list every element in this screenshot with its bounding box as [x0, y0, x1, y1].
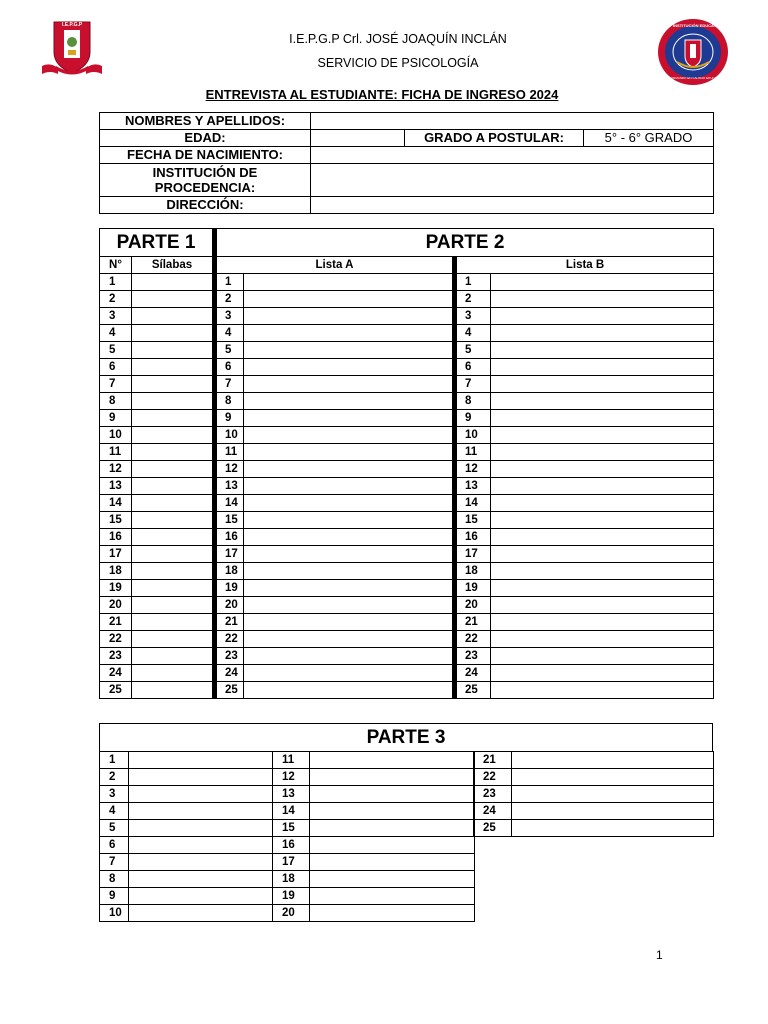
table-row [100, 905, 475, 922]
service-name: SERVICIO DE PSICOLOGÍA [317, 56, 479, 70]
table-row [100, 410, 714, 427]
syllables-cell[interactable] [132, 427, 215, 444]
part-3-cell[interactable] [129, 803, 273, 820]
list-a-number: 1 [215, 274, 244, 291]
list-b-number: 6 [455, 359, 491, 376]
row-number: 13 [100, 478, 132, 495]
list-b-cell[interactable] [491, 291, 714, 308]
part-3-cell[interactable] [512, 786, 714, 803]
syllables-cell[interactable] [132, 359, 215, 376]
part-3-cell[interactable] [310, 803, 475, 820]
part-3-number: 25 [474, 820, 512, 837]
row-number: 19 [100, 580, 132, 597]
list-b-cell[interactable] [491, 393, 714, 410]
list-a-number: 5 [215, 342, 244, 359]
part-3-number: 8 [100, 871, 129, 888]
part-3-cell[interactable] [310, 786, 475, 803]
list-a-cell[interactable] [244, 291, 455, 308]
list-a-number: 11 [215, 444, 244, 461]
part-3-cell[interactable] [129, 854, 273, 871]
syllables-column-header: Sílabas [132, 257, 215, 274]
list-b-number: 5 [455, 342, 491, 359]
list-a-cell[interactable] [244, 665, 455, 682]
list-a-cell[interactable] [244, 580, 455, 597]
table-row [100, 546, 714, 563]
list-a-number: 10 [215, 427, 244, 444]
list-a-cell[interactable] [244, 631, 455, 648]
birth-date-field[interactable] [311, 147, 714, 164]
syllables-cell[interactable] [132, 291, 215, 308]
part-3-cell[interactable] [129, 752, 273, 769]
syllables-cell[interactable] [132, 563, 215, 580]
part-3-cell[interactable] [129, 888, 273, 905]
table-row [100, 495, 714, 512]
list-a-number: 24 [215, 665, 244, 682]
row-number: 17 [100, 546, 132, 563]
list-a-cell[interactable] [244, 563, 455, 580]
list-a-cell[interactable] [244, 427, 455, 444]
table-row [474, 786, 714, 803]
list-a-cell[interactable] [244, 512, 455, 529]
part-3-cell[interactable] [512, 803, 714, 820]
list-b-number: 9 [455, 410, 491, 427]
part-3-number: 17 [273, 854, 310, 871]
list-b-cell[interactable] [491, 580, 714, 597]
row-number: 18 [100, 563, 132, 580]
list-b-number: 8 [455, 393, 491, 410]
list-b-number: 11 [455, 444, 491, 461]
list-a-number: 13 [215, 478, 244, 495]
row-number: 6 [100, 359, 132, 376]
part-3-number: 3 [100, 786, 129, 803]
list-a-cell[interactable] [244, 410, 455, 427]
row-number: 7 [100, 376, 132, 393]
syllables-cell[interactable] [132, 376, 215, 393]
table-row [100, 291, 714, 308]
grade-value: 5° - 6° GRADO [584, 130, 714, 147]
list-a-cell[interactable] [244, 274, 455, 291]
list-b-cell[interactable] [491, 308, 714, 325]
list-a-number: 23 [215, 648, 244, 665]
row-number: 4 [100, 325, 132, 342]
age-field[interactable] [311, 130, 405, 147]
table-row [474, 803, 714, 820]
list-b-column-header: Lista B [455, 257, 714, 274]
table-row [474, 752, 714, 769]
row-number: 15 [100, 512, 132, 529]
part-3-cell[interactable] [310, 888, 475, 905]
list-b-number: 13 [455, 478, 491, 495]
list-b-cell[interactable] [491, 359, 714, 376]
syllables-cell[interactable] [132, 597, 215, 614]
list-b-cell[interactable] [491, 325, 714, 342]
syllables-cell[interactable] [132, 529, 215, 546]
table-row [100, 563, 714, 580]
institution-label [100, 164, 311, 197]
shield-logo-text: I.E.P.G.P [62, 22, 83, 28]
list-a-cell[interactable] [244, 478, 455, 495]
table-row [100, 461, 714, 478]
list-a-number: 17 [215, 546, 244, 563]
syllables-cell[interactable] [132, 546, 215, 563]
syllables-cell[interactable] [132, 648, 215, 665]
list-b-cell[interactable] [491, 665, 714, 682]
list-b-number: 23 [455, 648, 491, 665]
list-a-number: 14 [215, 495, 244, 512]
list-a-number: 9 [215, 410, 244, 427]
institution-label-line2: PROCEDENCIA: [154, 180, 256, 195]
student-info-table [99, 112, 714, 214]
table-row [100, 274, 714, 291]
part-3-title: PARTE 3 [100, 724, 713, 752]
part-3-table [99, 723, 713, 752]
part-3-number: 23 [474, 786, 512, 803]
syllables-cell[interactable] [132, 614, 215, 631]
list-a-cell[interactable] [244, 597, 455, 614]
table-row [100, 614, 714, 631]
names-field[interactable] [311, 113, 714, 130]
list-b-cell[interactable] [491, 682, 714, 699]
part-3-cell[interactable] [310, 769, 475, 786]
list-b-number: 19 [455, 580, 491, 597]
list-a-number: 16 [215, 529, 244, 546]
birth-date-label: FECHA DE NACIMIENTO: [100, 147, 311, 164]
list-a-number: 3 [215, 308, 244, 325]
list-b-cell[interactable] [491, 342, 714, 359]
row-number: 12 [100, 461, 132, 478]
row-number: 22 [100, 631, 132, 648]
list-b-number: 17 [455, 546, 491, 563]
part-3-number: 7 [100, 854, 129, 871]
part-3-number: 13 [273, 786, 310, 803]
part-3-number: 15 [273, 820, 310, 837]
parts-1-2-table [99, 228, 714, 699]
table-row [100, 478, 714, 495]
syllables-cell[interactable] [132, 342, 215, 359]
grade-label: GRADO A POSTULAR: [405, 130, 584, 147]
list-b-cell[interactable] [491, 512, 714, 529]
part-3-number: 19 [273, 888, 310, 905]
row-number: 9 [100, 410, 132, 427]
part-3-cell[interactable] [129, 871, 273, 888]
row-number: 25 [100, 682, 132, 699]
table-row [100, 359, 714, 376]
list-b-cell[interactable] [491, 529, 714, 546]
address-label: DIRECCIÓN: [100, 197, 311, 214]
table-row [100, 871, 475, 888]
names-label: NOMBRES Y APELLIDOS: [100, 113, 311, 130]
list-a-cell[interactable] [244, 546, 455, 563]
part-3-number: 11 [273, 752, 310, 769]
list-b-number: 2 [455, 291, 491, 308]
syllables-cell[interactable] [132, 495, 215, 512]
seal-bottom-text: FORMANDO EN CALIDAD EDUCATIVA [669, 76, 723, 80]
school-shield-logo [40, 16, 104, 78]
list-a-cell[interactable] [244, 325, 455, 342]
table-row [100, 512, 714, 529]
table-row [100, 837, 475, 854]
part-3-column-3 [473, 751, 714, 837]
table-row [100, 427, 714, 444]
syllables-cell[interactable] [132, 444, 215, 461]
table-row [100, 342, 714, 359]
list-b-cell[interactable] [491, 546, 714, 563]
table-row [100, 580, 714, 597]
row-number: 20 [100, 597, 132, 614]
row-number: 11 [100, 444, 132, 461]
list-a-number: 21 [215, 614, 244, 631]
part-3-cell[interactable] [129, 837, 273, 854]
part-3-number: 12 [273, 769, 310, 786]
part-2-title: PARTE 2 [215, 229, 714, 257]
list-a-cell[interactable] [244, 342, 455, 359]
list-b-number: 1 [455, 274, 491, 291]
list-b-number: 3 [455, 308, 491, 325]
part-3-number: 10 [100, 905, 129, 922]
part-3-number: 14 [273, 803, 310, 820]
list-b-number: 21 [455, 614, 491, 631]
list-a-cell[interactable] [244, 376, 455, 393]
part-3-number: 22 [474, 769, 512, 786]
syllables-cell[interactable] [132, 461, 215, 478]
table-row [474, 769, 714, 786]
table-row [100, 325, 714, 342]
list-b-number: 22 [455, 631, 491, 648]
table-row [100, 803, 475, 820]
list-a-cell[interactable] [244, 682, 455, 699]
table-row [100, 786, 475, 803]
list-b-cell[interactable] [491, 597, 714, 614]
part-3-cell[interactable] [129, 786, 273, 803]
list-a-cell[interactable] [244, 495, 455, 512]
row-number: 1 [100, 274, 132, 291]
part-3-number: 5 [100, 820, 129, 837]
syllables-cell[interactable] [132, 308, 215, 325]
part-3-cell[interactable] [129, 905, 273, 922]
list-b-cell[interactable] [491, 410, 714, 427]
list-b-cell[interactable] [491, 427, 714, 444]
list-a-number: 4 [215, 325, 244, 342]
part-3-cell[interactable] [310, 854, 475, 871]
table-row [100, 752, 475, 769]
list-a-cell[interactable] [244, 614, 455, 631]
list-b-number: 15 [455, 512, 491, 529]
part-3-cell[interactable] [310, 820, 475, 837]
table-row [100, 888, 475, 905]
list-a-number: 8 [215, 393, 244, 410]
table-row [100, 444, 714, 461]
row-number: 2 [100, 291, 132, 308]
address-field[interactable] [311, 197, 714, 214]
row-number: 23 [100, 648, 132, 665]
list-a-number: 6 [215, 359, 244, 376]
page-number: 1 [656, 948, 663, 962]
part-3-number: 2 [100, 769, 129, 786]
row-number: 5 [100, 342, 132, 359]
list-b-number: 14 [455, 495, 491, 512]
syllables-cell[interactable] [132, 274, 215, 291]
school-name: I.E.P.G.P Crl. JOSÉ JOAQUÍN INCLÁN [289, 32, 507, 46]
institution-field[interactable] [311, 164, 714, 197]
list-a-number: 25 [215, 682, 244, 699]
list-b-cell[interactable] [491, 614, 714, 631]
list-a-column-header: Lista A [215, 257, 455, 274]
list-a-number: 15 [215, 512, 244, 529]
list-b-number: 7 [455, 376, 491, 393]
list-a-number: 22 [215, 631, 244, 648]
part-3-number: 6 [100, 837, 129, 854]
list-b-cell[interactable] [491, 376, 714, 393]
syllables-cell[interactable] [132, 478, 215, 495]
part-3-number: 20 [273, 905, 310, 922]
list-b-number: 10 [455, 427, 491, 444]
list-a-number: 20 [215, 597, 244, 614]
list-a-cell[interactable] [244, 444, 455, 461]
table-row [100, 665, 714, 682]
row-number: 24 [100, 665, 132, 682]
number-column-header: N° [100, 257, 132, 274]
part-3-number: 18 [273, 871, 310, 888]
list-b-cell[interactable] [491, 495, 714, 512]
list-b-cell[interactable] [491, 478, 714, 495]
table-row [100, 648, 714, 665]
part-3-cell[interactable] [512, 769, 714, 786]
list-b-number: 18 [455, 563, 491, 580]
row-number: 10 [100, 427, 132, 444]
part-1-title: PARTE 1 [100, 229, 215, 257]
table-row [100, 529, 714, 546]
list-b-cell[interactable] [491, 444, 714, 461]
table-row [474, 820, 714, 837]
list-a-number: 7 [215, 376, 244, 393]
list-b-number: 20 [455, 597, 491, 614]
list-b-number: 4 [455, 325, 491, 342]
table-row [100, 854, 475, 871]
part-3-cell[interactable] [310, 752, 475, 769]
list-b-cell[interactable] [491, 631, 714, 648]
list-a-cell[interactable] [244, 359, 455, 376]
list-b-cell[interactable] [491, 563, 714, 580]
part-3-cell[interactable] [310, 871, 475, 888]
part-3-number: 1 [100, 752, 129, 769]
syllables-cell[interactable] [132, 631, 215, 648]
table-row [100, 308, 714, 325]
part-3-cell[interactable] [310, 837, 475, 854]
syllables-cell[interactable] [132, 325, 215, 342]
row-number: 8 [100, 393, 132, 410]
part-3-number: 21 [474, 752, 512, 769]
row-number: 14 [100, 495, 132, 512]
syllables-cell[interactable] [132, 665, 215, 682]
list-a-cell[interactable] [244, 461, 455, 478]
part-3-columns-1-2 [99, 751, 475, 922]
list-a-cell[interactable] [244, 648, 455, 665]
list-b-cell[interactable] [491, 648, 714, 665]
list-b-cell[interactable] [491, 274, 714, 291]
part-3-cell[interactable] [512, 752, 714, 769]
list-b-number: 16 [455, 529, 491, 546]
list-a-cell[interactable] [244, 393, 455, 410]
part-3-cell[interactable] [512, 820, 714, 837]
list-b-cell[interactable] [491, 461, 714, 478]
list-b-number: 24 [455, 665, 491, 682]
row-number: 3 [100, 308, 132, 325]
table-row [100, 597, 714, 614]
row-number: 16 [100, 529, 132, 546]
part-3-number: 4 [100, 803, 129, 820]
age-label: EDAD: [100, 130, 311, 147]
syllables-cell[interactable] [132, 682, 215, 699]
row-number: 21 [100, 614, 132, 631]
table-row [100, 376, 714, 393]
list-a-number: 2 [215, 291, 244, 308]
part-3-cell[interactable] [129, 769, 273, 786]
part-3-number: 16 [273, 837, 310, 854]
list-a-cell[interactable] [244, 529, 455, 546]
syllables-cell[interactable] [132, 410, 215, 427]
list-b-number: 25 [455, 682, 491, 699]
table-row [100, 682, 714, 699]
institution-label-line1: INSTITUCIÓN DE [152, 165, 258, 180]
part-3-cell[interactable] [129, 820, 273, 837]
syllables-cell[interactable] [132, 393, 215, 410]
table-row [100, 393, 714, 410]
part-3-cell[interactable] [310, 905, 475, 922]
seal-top-text: INSTITUCIÓN EDUCATIVA [673, 23, 723, 28]
table-row [100, 820, 475, 837]
part-3-number: 24 [474, 803, 512, 820]
document-title: ENTREVISTA AL ESTUDIANTE: FICHA DE INGRESO 2024 [205, 87, 559, 102]
syllables-cell[interactable] [132, 580, 215, 597]
table-row [100, 631, 714, 648]
syllables-cell[interactable] [132, 512, 215, 529]
list-a-number: 18 [215, 563, 244, 580]
list-a-number: 19 [215, 580, 244, 597]
list-b-number: 12 [455, 461, 491, 478]
institution-seal-logo [657, 18, 729, 86]
part-3-number: 9 [100, 888, 129, 905]
table-row [100, 769, 475, 786]
list-a-cell[interactable] [244, 308, 455, 325]
list-a-number: 12 [215, 461, 244, 478]
